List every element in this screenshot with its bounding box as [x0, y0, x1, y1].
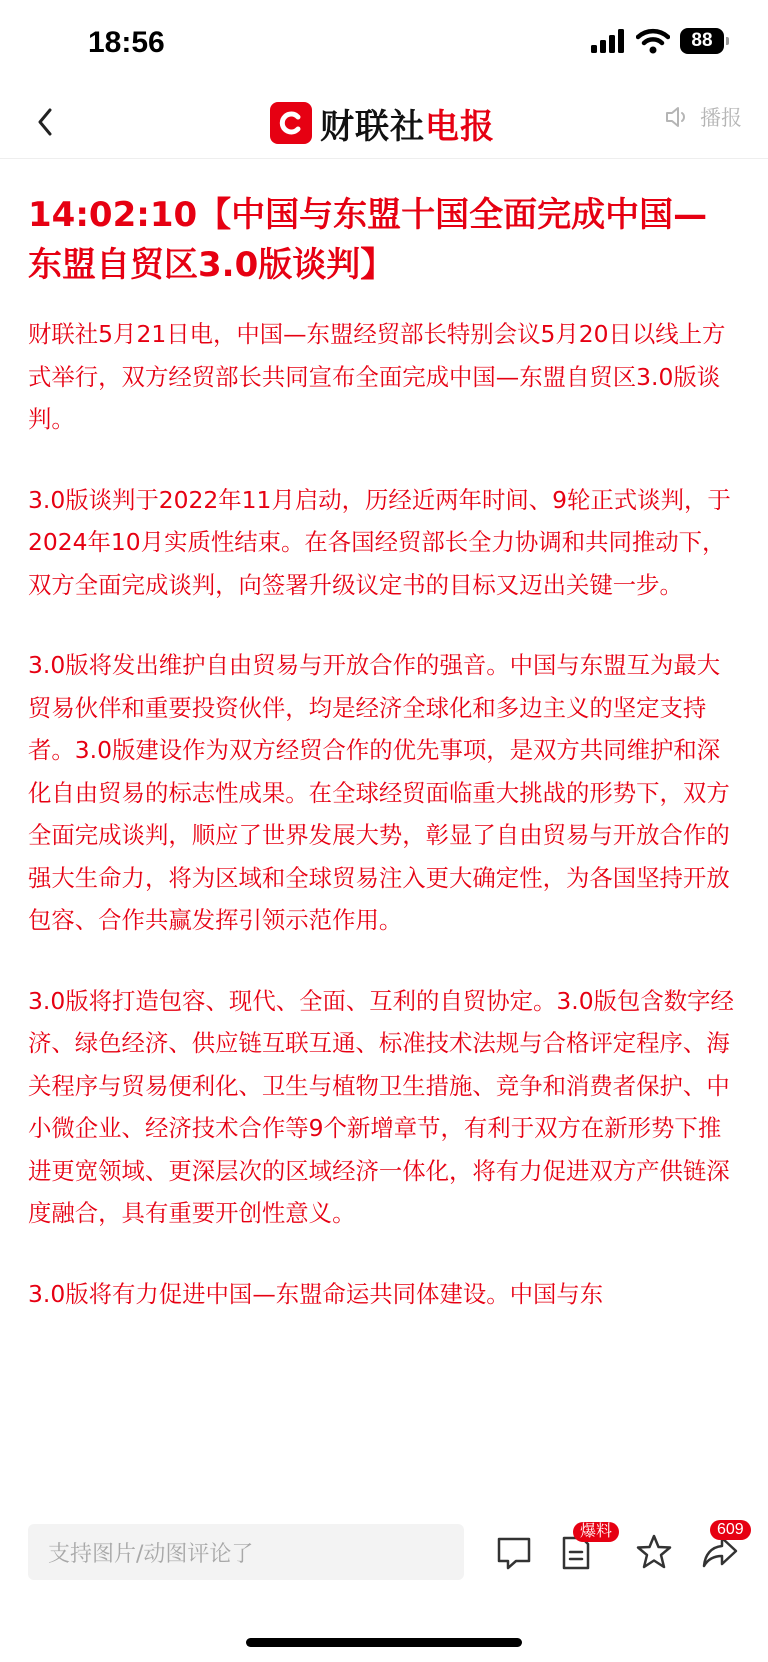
brand-logo: [270, 96, 495, 150]
broadcast-label: 播报: [700, 106, 742, 130]
tip-badge: 爆料: [573, 1522, 619, 1542]
article-headline: 14:02:10【中国与东盟十国全面完成中国—东盟自贸区3.0版谈判】: [28, 195, 708, 285]
article-paragraph: 3.0版将打造包容、现代、全面、互利的自贸协定。3.0版包含数字经济、绿色经济、供应链互联互通、标准技术法规与合格评定程序、海关程序与贸易便利化、卫生与植物卫生措施、竞争和消费者保护、中小微企业、经济技术合作等9个新增章节，有利于双方在新形势下推进更宽领域、更深层次的区域经济一体化，将有力促进双方产供链深度融合，具有重要开创性意义。: [28, 986, 734, 1227]
broadcast-button[interactable]: [664, 102, 742, 132]
article-paragraph: 3.0版将发出维护自由贸易与开放合作的强音。中国与东盟互为最大贸易伙伴和重要投资伙伴，均是经济全球化和多边主义的坚定支持者。3.0版建设作为双方经贸合作的优先事项，是双方共同维护和深化自由贸易的标志性成果。在全球经贸面临重大挑战的形势下，双方全面完成谈判，顺应了世界发展大势，彰显了自由贸易与开放合作的强大生命力，将为区域和全球贸易注入更大确定性，为各国坚持开放包容、合作共赢发挥引领示范作用。: [28, 651, 730, 934]
home-indicator: [246, 1638, 522, 1647]
status-bar: [0, 0, 768, 88]
cellular-signal-icon: [590, 29, 626, 53]
brand-name-suffix: 电报: [425, 106, 495, 147]
bottom-bar: [0, 1502, 768, 1662]
status-time: 18:56: [88, 26, 165, 59]
brand-name-prefix: 财联社: [320, 106, 425, 147]
status-icons: [590, 28, 724, 54]
article-content: [28, 190, 740, 1502]
star-icon: [634, 1530, 674, 1574]
back-button[interactable]: [28, 100, 68, 144]
brand-mark-icon: [270, 102, 312, 144]
article-paragraph: 3.0版谈判于2022年11月启动，历经近两年时间、9轮正式谈判，于2024年10月实质性结束。在各国经贸部长全力协调和共同推动下，双方全面完成谈判，向签署升级议定书的目标又迈出关键一步。: [28, 485, 731, 599]
share-count-badge: 609: [710, 1520, 751, 1540]
comment-input[interactable]: 支持图片/动图评论了: [28, 1524, 464, 1580]
brand-name: [320, 99, 495, 148]
speaker-icon: [664, 104, 692, 130]
back-icon: [28, 100, 68, 144]
comment-icon: [494, 1530, 534, 1574]
nav-bar: [0, 88, 768, 159]
wifi-icon: [636, 28, 670, 54]
comment-button[interactable]: [494, 1530, 534, 1574]
favorite-button[interactable]: [634, 1530, 674, 1574]
battery-indicator: 88: [680, 28, 724, 54]
article-paragraph: 3.0版将有力促进中国—东盟命运共同体建设。中国与东: [28, 1279, 604, 1308]
article-paragraph: 财联社5月21日电，中国—东盟经贸部长特别会议5月20日以线上方式举行，双方经贸部长共同宣布全面完成中国—东盟自贸区3.0版谈判。: [28, 320, 726, 433]
